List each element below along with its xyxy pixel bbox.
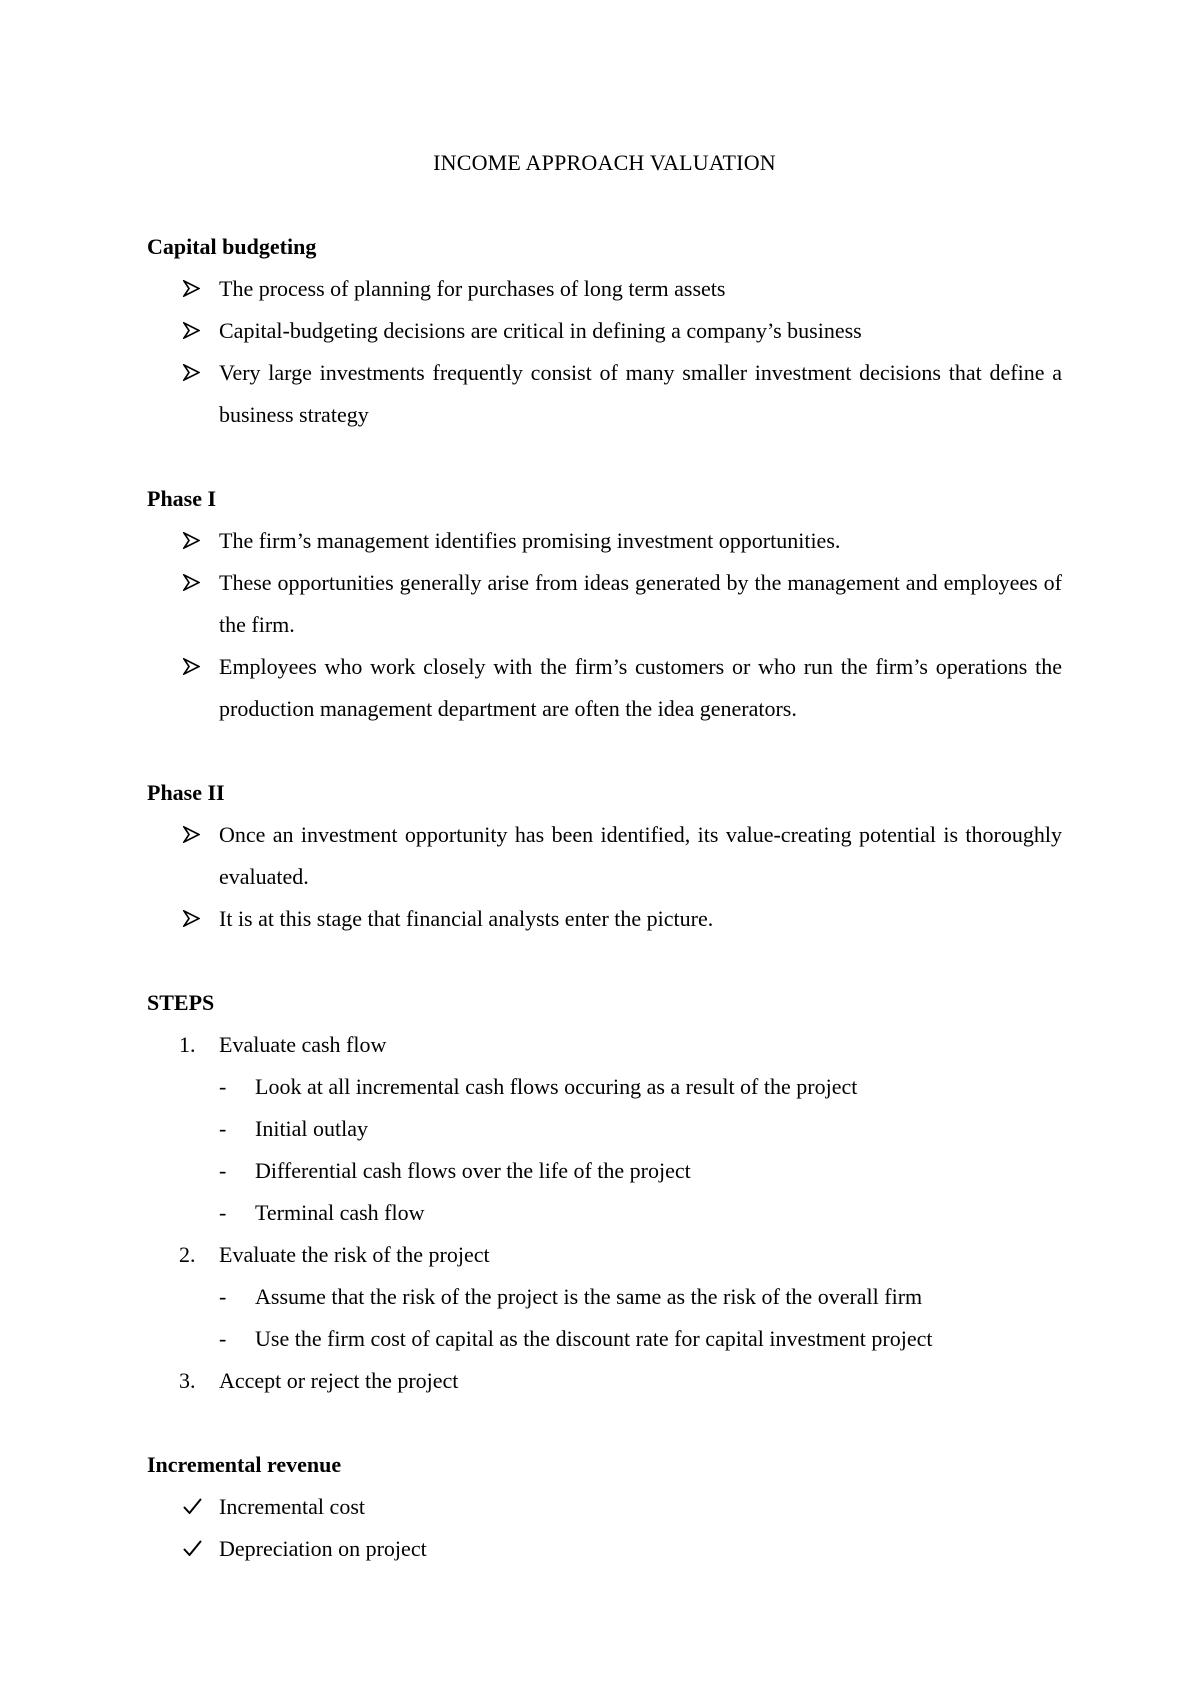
- list-item-text: These opportunities generally arise from ideas generated by the management and employees of the firm.: [219, 570, 1062, 637]
- list-item: [147, 898, 1062, 940]
- sub-list: [219, 1066, 1062, 1234]
- dash-marker: -: [219, 1200, 227, 1225]
- dash-marker: -: [219, 1326, 227, 1351]
- section-heading: Phase II: [147, 780, 225, 805]
- list-item-text: Very large investments frequently consist of many smaller investment decisions that define a business strategy: [219, 360, 1062, 427]
- bullet-list: [147, 814, 1062, 940]
- checkmark-icon: [183, 1486, 211, 1528]
- sub-list-item-text: Differential cash flows over the life of the project: [255, 1158, 691, 1183]
- list-item: [147, 520, 1062, 562]
- arrowhead-bullet-icon: [183, 268, 211, 310]
- list-item-text: Evaluate cash flow: [219, 1032, 387, 1057]
- dash-marker: -: [219, 1074, 227, 1099]
- arrowhead-bullet-icon: [183, 562, 211, 604]
- list-item-text: Employees who work closely with the firm’s customers or who run the firm’s operations the production management department are often the idea generators.: [219, 654, 1062, 721]
- sub-list-item: [219, 1108, 1062, 1150]
- arrowhead-bullet-icon: [183, 814, 211, 856]
- list-item: [147, 268, 1062, 310]
- list-item: [147, 1528, 1062, 1570]
- list-item: [147, 1234, 1062, 1360]
- list-item: [147, 562, 1062, 646]
- check-list: [147, 1486, 1062, 1570]
- sub-list-item: [219, 1150, 1062, 1192]
- bullet-list: [147, 268, 1062, 436]
- list-item: [147, 1360, 1062, 1402]
- numbered-list: [147, 1024, 1062, 1402]
- sub-list-item-text: Terminal cash flow: [255, 1200, 425, 1225]
- list-item: [147, 1024, 1062, 1234]
- section-heading: Capital budgeting: [147, 234, 317, 259]
- list-item-text: Once an investment opportunity has been identified, its value-creating potential is thoroughly evaluated.: [219, 822, 1062, 889]
- section-heading: Phase I: [147, 486, 217, 511]
- sub-list-item-text: Look at all incremental cash flows occuring as a result of the project: [255, 1074, 858, 1099]
- section-capital-budgeting: [147, 226, 1062, 436]
- section-heading: STEPS: [147, 990, 215, 1015]
- step-number: 3.: [179, 1368, 196, 1393]
- list-item: [147, 1486, 1062, 1528]
- list-item-text: Capital-budgeting decisions are critical in defining a company’s business: [219, 318, 862, 343]
- list-item-text: The firm’s management identifies promising investment opportunities.: [219, 528, 841, 553]
- section-phase-1: [147, 478, 1062, 730]
- list-item: [147, 352, 1062, 436]
- sub-list-item-text: Use the firm cost of capital as the discount rate for capital investment project: [255, 1326, 933, 1351]
- list-item-text: Depreciation on project: [219, 1536, 427, 1561]
- sub-list-item: [219, 1276, 1062, 1318]
- dash-marker: -: [219, 1284, 227, 1309]
- bullet-list: [147, 520, 1062, 730]
- section-steps: [147, 982, 1062, 1402]
- section-phase-2: [147, 772, 1062, 940]
- arrowhead-bullet-icon: [183, 310, 211, 352]
- step-number: 1.: [179, 1032, 196, 1057]
- list-item-text: Accept or reject the project: [219, 1368, 459, 1393]
- arrowhead-bullet-icon: [183, 352, 211, 394]
- dash-marker: -: [219, 1158, 227, 1183]
- list-item-text: Incremental cost: [219, 1494, 365, 1519]
- list-item: [147, 814, 1062, 898]
- list-item-text: Evaluate the risk of the project: [219, 1242, 490, 1267]
- document-body: [147, 142, 1062, 1612]
- list-item-text: It is at this stage that financial analysts enter the picture.: [219, 906, 714, 931]
- page-title: INCOME APPROACH VALUATION: [433, 150, 776, 175]
- sub-list-item: [219, 1066, 1062, 1108]
- arrowhead-bullet-icon: [183, 646, 211, 688]
- checkmark-icon: [183, 1528, 211, 1570]
- list-item: [147, 646, 1062, 730]
- sub-list-item: [219, 1318, 1062, 1360]
- section-heading: Incremental revenue: [147, 1452, 342, 1477]
- sub-list-item-text: Initial outlay: [255, 1116, 369, 1141]
- list-item-text: The process of planning for purchases of long term assets: [219, 276, 726, 301]
- arrowhead-bullet-icon: [183, 520, 211, 562]
- sub-list-item-text: Assume that the risk of the project is the same as the risk of the overall firm: [255, 1284, 923, 1309]
- section-incremental-revenue: [147, 1444, 1062, 1570]
- list-item: [147, 310, 1062, 352]
- sub-list-item: [219, 1192, 1062, 1234]
- sub-list: [219, 1276, 1062, 1360]
- arrowhead-bullet-icon: [183, 898, 211, 940]
- dash-marker: -: [219, 1116, 227, 1141]
- step-number: 2.: [179, 1242, 196, 1267]
